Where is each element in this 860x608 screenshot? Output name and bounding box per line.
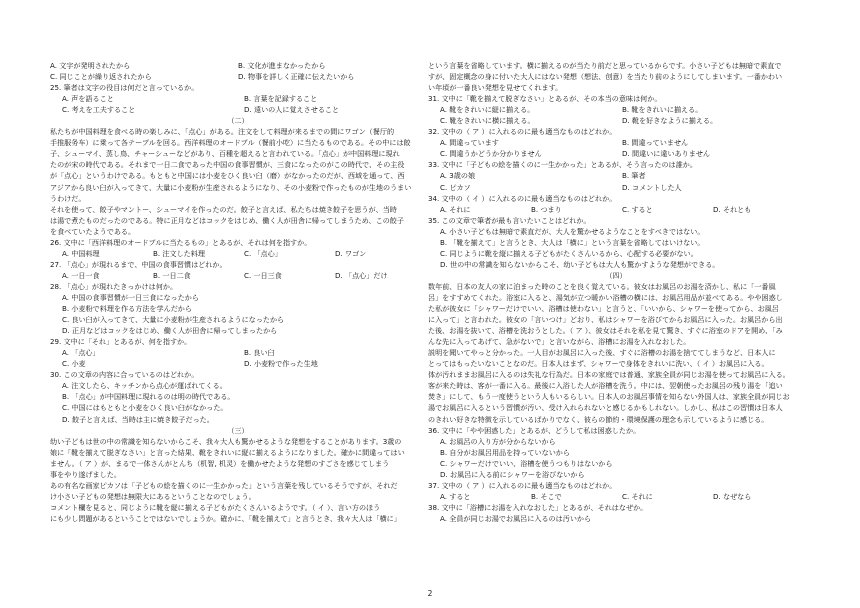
option: D. 正月などはコックをはじめ、働く人が田舎に帰ってしまったから <box>62 326 278 336</box>
option: D. 物事を詳しく正確に伝えたいから <box>238 72 355 82</box>
options-row <box>50 104 426 115</box>
page-number: 2 <box>427 589 433 598</box>
passage-line: に入って」と言われた。彼女の「言いつけ」どおり、私はシャワーを浴びてからお風呂に入った。お風呂から出 <box>428 315 783 325</box>
option: D. 餃子と言えば、当時は主に焼き餃子だった。 <box>62 414 214 424</box>
option: B. 靴をきれいに揃える。 <box>622 105 703 115</box>
section-heading-2: （二） <box>227 116 249 126</box>
options-row <box>428 148 804 159</box>
option: D. 靴を好きなように揃える。 <box>622 116 718 126</box>
option: B. 言葉を記録すること <box>244 94 318 104</box>
passage-line: け小さい子どもの発想は無限大にあるということなのでしょう。 <box>50 491 256 501</box>
question-38: 38. 文中に「浴槽にお湯を入れなおした」とあるが、それはなぜか。 <box>428 502 648 512</box>
section-heading-4: （四） <box>605 270 627 280</box>
option: A. すると <box>440 491 471 501</box>
option: D. コメントした人 <box>622 182 682 192</box>
option: D. なぜなら <box>713 491 752 501</box>
left-column <box>50 60 426 524</box>
option: B. 間違っていません <box>622 138 689 148</box>
passage-line: 幼い子どもは世の中の常識を知らないからこそ、我々大人も驚かせるような発想をすることがあります。3歳の <box>50 436 402 446</box>
option: C. 考えを工夫すること <box>62 105 136 115</box>
options-row <box>428 182 804 193</box>
option: D. それとも <box>713 204 752 214</box>
option: B. 筆者 <box>622 171 646 181</box>
option: C. 中国にはもともと小麦をひく良い臼がなかった。 <box>62 403 228 413</box>
passage-line: 湯でお風呂に入るという習慣が汚い、受け入れられないと感じるかもしれない。しかし、私はこの習慣は日本人 <box>428 403 783 413</box>
options-row <box>50 270 426 281</box>
passage-line: にも少し問題があるということではないでしょうか。確かに、「靴を揃えて」と言うとき、我々大人は「横に」 <box>50 513 401 523</box>
options-row <box>50 248 426 259</box>
option: C. 同じことが繰り返されたから <box>50 72 152 82</box>
passage-line: あの有名な画家ピカソは「子どもの絵を描くのに一生かかった」という言葉を残しているそうですが、それだ <box>50 480 398 490</box>
passage-line: うわけだ。 <box>50 193 86 203</box>
passage-line: 数年前、日本の友人の家に泊まった時のことを良く覚えている。彼女はお風呂のお湯を済かし、私に「一番風 <box>428 281 776 291</box>
passage-line: 体が汚れままお風呂に入るのは失礼な行為だ。日本の家庭では普通、家族全員が同じお湯を使ってお風呂に入る。 <box>428 370 790 380</box>
passage-line: 説明を聞いてやっと分かった。一人目がお風呂に入った後、すぐに浴槽のお湯を捨ててしまうなど、日本人に <box>428 348 776 358</box>
passage-line: を食べていたようである。 <box>50 226 136 236</box>
options-row <box>428 137 804 148</box>
options-row <box>50 60 426 71</box>
passage-line: は湯で煮たものだったのである。特に正月などはコックをはじめ、働く人が田舎に帰ってしまうため、この餃子 <box>50 215 404 225</box>
question-33: 33. 文中に「子どもの絵を描くのに一生かかった」とあるが、そう言ったのは誰か。 <box>428 160 697 170</box>
passage-line: 焚き」にして、もう一度使うという人もいるらしい。日本人のお風呂事情を知らない外国人は、家族全員が同じお <box>428 392 790 402</box>
option: C. 同じように靴を縦に揃える子どもがたくさんいるから、心配する必要がない。 <box>440 248 698 258</box>
question-30: 30. この文章の内容に合っているのはどれか。 <box>50 370 199 380</box>
question-29: 29. 文中に「それ」とあるが、何を指すか。 <box>50 337 192 347</box>
option: C. 一日三食 <box>244 270 282 280</box>
passage-line: のきれい好きな特徴を示しているばかりでなく、彼らの節約・環境保護の理念も示しているように感じる。 <box>428 414 769 424</box>
passage-line: 事をやり遂げました。 <box>50 469 121 479</box>
question-28: 28. 「点心」が現れたきっかけは何か。 <box>50 281 178 291</box>
passage-line: 娘に「靴を揃えて脱ぎなさい」と言った結果、靴をきれいに縦に揃えるようになりました。確かに間違ってはい <box>50 447 405 457</box>
passage-line: 呂」をすすめてくれた。浴室に入ると、湯気が立つ暖かい浴槽の横には、お風呂用品が並べてある。やや困惑し <box>428 292 783 302</box>
option: C. 小麦 <box>62 359 86 369</box>
options-row <box>50 358 426 369</box>
question-26: 26. 文中に「西洋料理のオードブルに当たるもの」とあるが、それは何を指すか。 <box>50 237 312 247</box>
passage-line: 私たちが中国料理を食べる時の楽しみに、「点心」がある。注文をして料理が来るまでの間にワゴン（餐厅的 <box>50 127 395 137</box>
option: B. 小麦粉で料理を作る方法を学んだから <box>62 304 192 314</box>
passage-line: コメント欄を見ると、同じように靴を縦に揃える子どもがたくさんいるようです。（ イ ）、言い方のほう <box>50 502 381 512</box>
option: B. 良い臼 <box>244 348 275 358</box>
option: D. 小麦粉で作った生地 <box>244 359 318 369</box>
option: C. 良い臼が入ってきて、大量に小麦粉が生産されるようになったから <box>62 315 285 325</box>
option: A. それに <box>440 204 471 214</box>
passage-line: すが、固定概念の身に付いた大人にはない発想（想法、创意）を当たり前のようにしてしまいます。一番かわい <box>428 72 783 82</box>
passage-line: ません。（ ア ）が、まるで一体さんがとんち（机智, 机灵）を働かせたような発想のすごさを感じてしまう <box>50 458 390 468</box>
option: C. ピカソ <box>440 182 471 192</box>
option: A. 声を語ること <box>62 94 114 104</box>
option: B. 注文した料理 <box>153 248 205 258</box>
option: A. 全員が同じお湯でお風呂に入るのは汚いから <box>440 513 592 523</box>
passage-line: 手推服务车）に乗って各テーブルを回る。西洋料理のオードブル（餐前小吃）に当たるものである。その中には餃 <box>50 138 411 148</box>
options-row <box>428 170 804 181</box>
question-31: 31. 文中に「靴を揃えて脱ぎなさい」とあるが、その本当の意味は何か。 <box>428 94 662 104</box>
option: A. 注文したら、キッチンから点心が運ばれてくる。 <box>62 381 227 391</box>
passage-line: い年頃が一番良い発想を見せてくれます。 <box>428 83 563 93</box>
option: B. そこで <box>531 491 562 501</box>
question-25: 25. 筆者は文字の役目は何だと言っているか。 <box>50 83 199 93</box>
option: A. 小さい子どもは無暗で素直だが、大人を驚かせるようなことをすべきではない。 <box>440 226 705 236</box>
options-row <box>50 93 426 104</box>
option: A. 靴をきれいに縦に揃える。 <box>440 105 535 115</box>
passage-line: た私が彼女に「シャワーだけでいい、浴槽は使わない」と言うと、「いいから、シャワーを使ってから、お風呂 <box>428 304 779 314</box>
option: C. すると <box>622 204 653 214</box>
passage-line: という言葉を省略しています。横に揃えるのが当たり前だと思っているからです。小さい子どもは無暗で素直で <box>428 61 782 70</box>
option: A. 3歳の娘 <box>440 171 476 181</box>
option: B. 一日二食 <box>153 270 191 280</box>
option: D. 「点心」だけ <box>335 270 388 280</box>
option: C. それに <box>622 491 653 501</box>
passage-line: とってはもったいないことなのだ。日本人はまず、シャワーで身体をきれいに洗い、（ イ ）お風呂に入る。 <box>428 359 769 369</box>
option: D. 間違いに違いありません <box>622 149 711 159</box>
options-row <box>428 491 804 502</box>
passage-line: それを使って、餃子やマントー、シューマイを作ったのだ。餃子と言えば、私たちは焼き餃子を思うが、当時 <box>50 204 397 214</box>
section-heading-3: （三） <box>227 425 249 435</box>
option: B. つまり <box>531 204 562 214</box>
question-27: 27. 「点心」が現れるまで、中国の食事習慣はどれか。 <box>50 259 227 269</box>
option: D. 世の中の常識を知らないからこそ、幼い子どもは大人も驚かすような発想ができる。 <box>440 259 720 269</box>
option: B. 「靴を揃えて」と言うとき、大人は「横に」という言葉を省略してはいけない。 <box>440 237 705 247</box>
options-row <box>428 115 804 126</box>
options-row <box>428 204 804 215</box>
passage-line: が「点心」というわけである。もともと中国には小麦をひく良い臼（磨）がなかったのだが、西域を通って、西 <box>50 171 405 181</box>
options-row <box>50 71 426 82</box>
passage-line: んな先に入ってあげて、急がないで」と言いながら、浴槽にお湯を入れなおした。 <box>428 337 691 347</box>
option: C. 間違うかどうか分かりません <box>440 149 542 159</box>
passage-line: 子、シューマイ、蒸し鳥、チャーシューなどがあり、百種を超えると言われている。「点心」が中国料理に現れ <box>50 149 400 159</box>
option: A. 中国料理 <box>62 248 100 258</box>
question-34: 34. 文中の（ イ ）に入れるのに最も適当なものはどれか。 <box>428 193 617 203</box>
option: A. 中国の食事習慣が一日三食になったから <box>62 292 199 302</box>
passage-line: た後、お湯を抜いて、浴槽を洗おうとした。（ ア ）、彼女はそれを私を見て驚き、すぐに浴室のドアを開め、「み <box>428 326 783 336</box>
question-37: 37. 文中の（ ア ）に入れるのに最も適当なものはどれか。 <box>428 480 617 490</box>
option: B. 「点心」が中国料理に現れるのは明の時代である。 <box>62 392 235 402</box>
right-column <box>428 60 804 524</box>
options-row <box>50 347 426 358</box>
passage-line: アジアから良い臼が入ってきて、大量に小麦粉が生産されるようになり、その小麦粉で作ったものが生地のうまい <box>50 182 412 192</box>
option: A. 間違っています <box>440 138 499 148</box>
option: A. 文字が発明されたから <box>50 61 131 70</box>
passage-line: たのが宋の時代である。それまで一日二食であった中国の食事習慣が、三食になったのがこの時代で、その主役 <box>50 160 405 170</box>
question-36: 36. 文中に「やや困惑した」とあるが、どうして私は困惑したか。 <box>428 425 641 435</box>
option: B. 自分がお風呂用品を持っていないから <box>440 447 570 457</box>
option: A. 一日一食 <box>62 270 100 280</box>
option: C. シャワーだけでいい、浴槽を使うつもりはないから <box>440 458 613 468</box>
option: B. 文化が進まなかったから <box>238 61 326 70</box>
option: C. 靴をきれいに横に揃える。 <box>440 116 535 126</box>
passage-line: 客が来た時は、客が一番に入る。最後に入浴した人が浴槽を洗う。中には、翌朝使ったお風呂の残り湯を「追い <box>428 381 783 391</box>
options-row <box>428 104 804 115</box>
question-35: 35. この文章で筆者が最も言いたいことはどれか。 <box>428 215 591 225</box>
option: D. お風呂に入る前にシャワーを浴びないから <box>440 469 585 479</box>
option: D. ワゴン <box>335 248 367 258</box>
question-32: 32. 文中の（ ア ）に入れるのに最も適当なものはどれか。 <box>428 127 617 137</box>
option: A. お風呂の入り方が分からないから <box>440 436 556 446</box>
option: C. 「点心」 <box>244 248 282 258</box>
option: A. 「点心」 <box>62 348 100 358</box>
option: D. 遠いの人に覚えさせること <box>244 105 340 115</box>
